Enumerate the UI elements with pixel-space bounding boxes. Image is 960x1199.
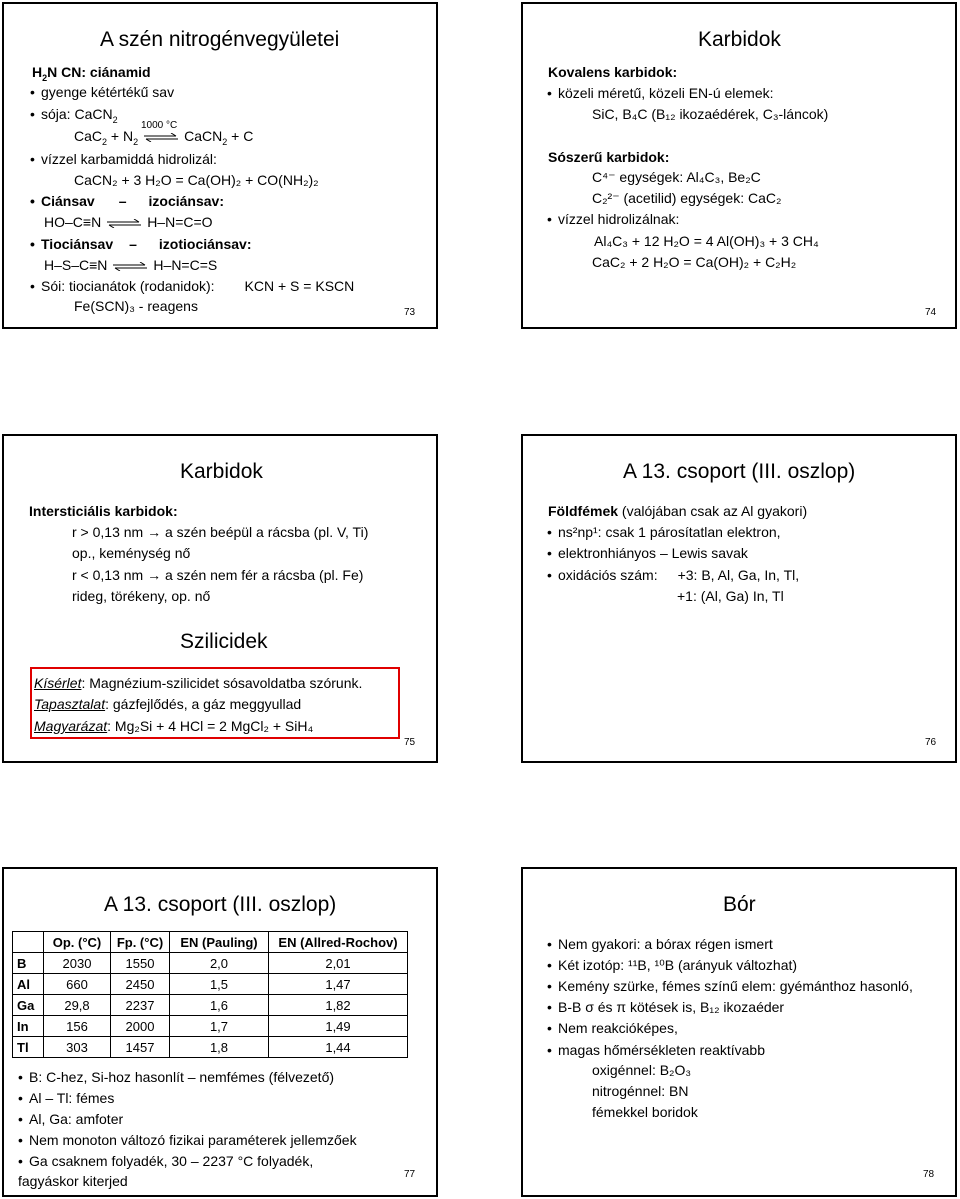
element-table xyxy=(12,931,408,1058)
slide-title: Karbidok xyxy=(698,28,781,51)
bullet-lewis-acid: • elektronhiányos – Lewis savak xyxy=(558,545,748,562)
slide-76 xyxy=(521,434,957,763)
bullet-amphoteric: • Al, Ga: amfoter xyxy=(29,1111,123,1128)
col-header: Op. (°C) xyxy=(44,932,111,953)
bullet-hard: • Kemény szürke, fémes színű elem: gyémánthoz hasonló, xyxy=(558,978,913,995)
oxidation-states-plus1: +1: (Al, Ga) In, Tl xyxy=(677,588,784,604)
thiocyanic-acid-bullet: • Tiociánsav – izotiociánsav: xyxy=(41,236,252,253)
cyanamide-heading: $H_2N$ CN: ciánamid xyxy=(32,64,151,83)
bullet-gallium: • Ga csaknem folyadék, 30 – 2237 °C folyadék, xyxy=(29,1153,313,1170)
reagent-line: Fe(SCN)₃ - reagens xyxy=(74,298,198,314)
col-header: Fp. (°C) xyxy=(111,932,170,953)
bullet-isotopes: • Két izotóp: ¹¹B, ¹⁰B (arányuk változhat) xyxy=(558,957,797,974)
saltlike-heading: Sószerű karbidok: xyxy=(548,149,670,165)
bullet-bonds: • B-B σ és π kötések is, B₁₂ ikozaéder xyxy=(558,999,784,1016)
slide-title: Karbidok xyxy=(180,460,263,483)
interstitial-line-2: op., keménység nő xyxy=(72,545,191,561)
thio-equilibrium: H–S–C≡N H–N=C=S xyxy=(44,257,218,273)
salts-bullet: • Sói: tiocianátok (rodanidok): KCN + S = KSCN xyxy=(41,278,354,295)
page-number: 74 xyxy=(925,307,937,318)
interstitial-line-1: r > 0,13 nm → a szén beépül a rácsba (pl. V, Ti) xyxy=(72,524,369,540)
c4-units: C⁴⁻ egységek: Al₄C₃, Be₂C xyxy=(592,169,761,185)
col-header: EN (Pauling) xyxy=(170,932,269,953)
interstitial-line-3: r < 0,13 nm → a szén nem fér a rácsba (pl. Fe) xyxy=(72,567,364,583)
table-header-row xyxy=(13,932,408,953)
observation-line: Tapasztalat: gázfejlődés, a gáz meggyullad xyxy=(34,696,302,712)
cyanic-equilibrium: HO–C≡N H–N=C=O xyxy=(44,214,213,230)
bullet-high-temp: • magas hőmérsékleten reaktívabb xyxy=(558,1042,765,1059)
slide-title: A 13. csoport (III. oszlop) xyxy=(104,893,337,916)
cyanic-acid-bullet: • Ciánsav – izociánsav: xyxy=(41,193,224,210)
silicides-title: Szilicidek xyxy=(180,630,268,653)
table-row: Tl 303 1457 1,8 1,44 xyxy=(13,1037,408,1058)
gallium-expands-line: fagyáskor kiterjed xyxy=(18,1173,128,1189)
page-number: 78 xyxy=(923,1169,935,1180)
slide-title: A szén nitrogénvegyületei xyxy=(100,28,340,51)
with-metals: fémekkel boridok xyxy=(592,1104,698,1120)
slide-77 xyxy=(2,867,438,1197)
equilibrium-arrow-icon xyxy=(107,219,141,228)
slide-title: Bór xyxy=(723,893,756,916)
interstitial-line-4: rideg, törékeny, op. nő xyxy=(72,588,211,604)
slide-75 xyxy=(2,434,438,763)
bullet-unreactive: • Nem reakcióképes, xyxy=(558,1020,678,1037)
with-nitrogen: nitrogénnel: BN xyxy=(592,1083,689,1099)
earth-metals-line: Földfémek (valójában csak az Al gyakori) xyxy=(548,503,808,519)
with-oxygen: oxigénnel: B₂O₃ xyxy=(592,1062,692,1078)
covalent-heading: Kovalens karbidok: xyxy=(548,64,678,80)
hydrolysis-eq-2: CaC₂ + 2 H₂O = Ca(OH)₂ + C₂H₂ xyxy=(592,254,797,270)
equilibrium-arrow-icon xyxy=(113,262,147,271)
experiment-line: Kísérlet: Magnézium-szilicidet sósavoldatba szórunk. xyxy=(34,675,363,691)
salt-bullet: • sója: CaCN$_2$ xyxy=(41,106,118,129)
table-row: In 156 2000 1,7 1,49 xyxy=(13,1016,408,1037)
col-header: EN (Allred-Rochov) xyxy=(269,932,408,953)
slide-title: A 13. csoport (III. oszlop) xyxy=(623,460,856,483)
page-number: 75 xyxy=(404,737,416,748)
c2-units: C₂²⁻ (acetilid) egységek: CaC₂ xyxy=(592,190,782,206)
hydrolyze-bullet: • vízzel hidrolizálnak: xyxy=(558,211,679,228)
page-number: 76 xyxy=(925,737,937,748)
equilibrium-arrow-icon xyxy=(144,133,178,142)
hydrolysis-eq-1: Al₄C₃ + 12 H₂O = 4 Al(OH)₃ + 3 CH₄ xyxy=(594,233,819,249)
bullet-oxidation-states: • oxidációs szám: +3: B, Al, Ga, In, Tl, xyxy=(558,567,799,584)
bullet-metallic: • Al – Tl: fémes xyxy=(29,1090,114,1107)
weak-acid-bullet: • gyenge kétértékű sav xyxy=(41,84,174,101)
covalent-desc: • közeli méretű, közeli EN-ú elemek: xyxy=(558,85,774,102)
temperature-label: 1000 °C xyxy=(141,120,178,131)
table-row: B 2030 1550 2,0 2,01 xyxy=(13,953,408,974)
page-number: 77 xyxy=(404,1169,416,1180)
covalent-examples: SiC, B₄C (B₁₂ ikozaédérek, C₃-láncok) xyxy=(592,106,829,122)
slide-74 xyxy=(521,2,957,329)
bullet-nonmonotonic: • Nem monoton változó fizikai paraméterek jellemzőek xyxy=(29,1132,357,1149)
reaction-equation: $CaC_2 + N_2$ CaCN$_2$ + C xyxy=(74,128,254,147)
slide-73 xyxy=(2,2,438,329)
explanation-line: Magyarázat: Mg₂Si + 4 HCl = 2 MgCl₂ + SiH₄ xyxy=(34,718,314,734)
bullet-rare: • Nem gyakori: a bórax régen ismert xyxy=(558,936,773,953)
hydrolysis-bullet: • vízzel karbamiddá hidrolizál: xyxy=(41,151,217,168)
slide-78 xyxy=(521,867,957,1197)
page-number: 73 xyxy=(404,307,416,318)
hydrolysis-equation: CaCN₂ + 3 H₂O = Ca(OH)₂ + CO(NH₂)₂ xyxy=(74,172,319,188)
bullet-electron-config: • ns²np¹: csak 1 párosítatlan elektron, xyxy=(558,524,781,541)
table-row: Ga 29,8 2237 1,6 1,82 xyxy=(13,995,408,1016)
interstitial-heading: Intersticiális karbidok: xyxy=(29,503,178,519)
table-row: Al 660 2450 1,5 1,47 xyxy=(13,974,408,995)
bullet-boron: • B: C-hez, Si-hoz hasonlít – nemfémes (félvezető) xyxy=(29,1069,334,1086)
